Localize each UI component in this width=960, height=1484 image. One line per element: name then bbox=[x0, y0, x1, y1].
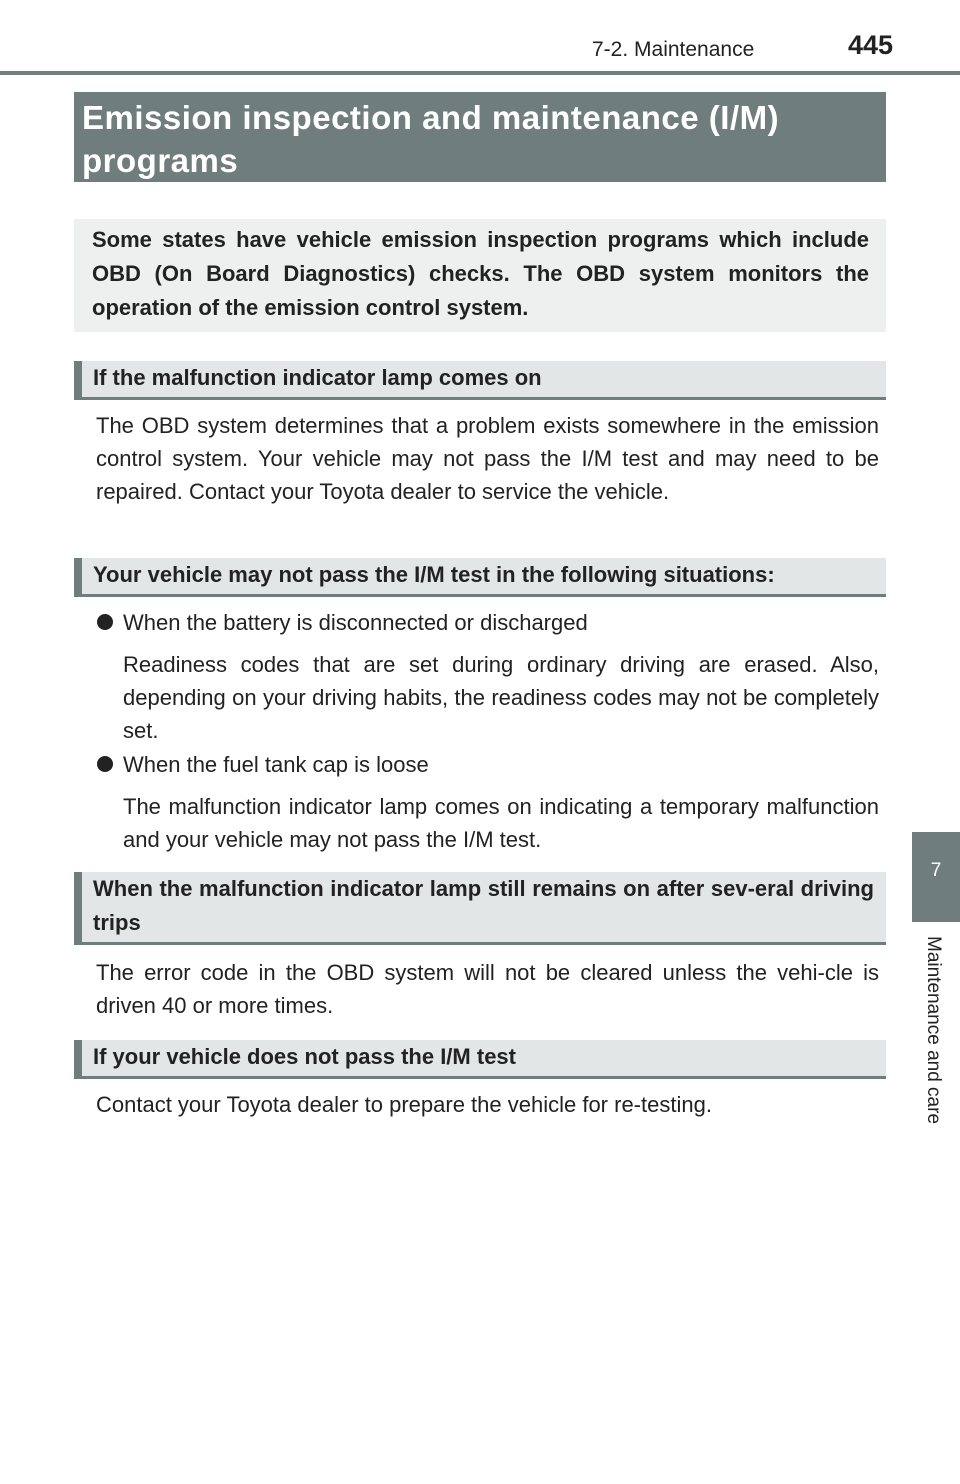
header-rule bbox=[0, 71, 960, 75]
chapter-tab bbox=[912, 832, 960, 922]
chapter-side-label bbox=[922, 936, 946, 1166]
subheading-bar bbox=[74, 872, 82, 945]
intro-text: Some states have vehicle emission inspection programs which include OBD (On Board Diagnostics) checks. The OBD system monitors the operation of the emission control system. bbox=[92, 227, 869, 320]
subheading-text: When the malfunction indicator lamp still remains on after sev-eral driving trips bbox=[93, 876, 874, 935]
subheading-bar bbox=[74, 361, 82, 400]
subheading-text: Your vehicle may not pass the I/M test in the following situations: bbox=[93, 562, 775, 587]
bullet-body: The malfunction indicator lamp comes on indicating a temporary malfunction and your vehicle may not pass the I/M test. bbox=[123, 794, 879, 852]
page-title: Emission inspection and maintenance (I/M) programs bbox=[82, 99, 780, 179]
subheading-malfunction-lamp-on bbox=[74, 361, 886, 400]
chapter-number: 7 bbox=[930, 860, 942, 881]
section-body: Contact your Toyota dealer to prepare the vehicle for re-testing. bbox=[96, 1092, 712, 1117]
section-body: The OBD system determines that a problem exists somewhere in the emission control system. Your vehicle may not pass the I/M test and may need to be repaired. Contact your Toyota dealer to service the vehicle. bbox=[96, 413, 879, 504]
subheading-bar bbox=[74, 558, 82, 597]
subheading-lamp-remains-on bbox=[74, 872, 886, 945]
subheading-text: If your vehicle does not pass the I/M test bbox=[93, 1044, 516, 1069]
subheading-bar bbox=[74, 1040, 82, 1079]
bullet-title: When the fuel tank cap is loose bbox=[123, 752, 429, 777]
intro-box bbox=[74, 219, 886, 332]
bullet-body: Readiness codes that are set during ordinary driving are erased. Also, depending on your driving habits, the readiness codes may not be completely set. bbox=[123, 652, 879, 743]
title-banner bbox=[74, 92, 886, 182]
section-body: The error code in the OBD system will not be cleared unless the vehi-cle is driven 40 or more times. bbox=[96, 960, 879, 1018]
page-header bbox=[0, 0, 960, 76]
page-number: 445 bbox=[848, 30, 894, 60]
subheading-text: If the malfunction indicator lamp comes on bbox=[93, 365, 542, 390]
chapter-title: Maintenance and care bbox=[923, 936, 944, 1125]
bullet-icon bbox=[97, 614, 113, 630]
section-label: 7-2. Maintenance bbox=[592, 38, 755, 61]
bullet-icon bbox=[97, 756, 113, 772]
subheading-does-not-pass bbox=[74, 1040, 886, 1079]
subheading-may-not-pass bbox=[74, 558, 886, 597]
bullet-title: When the battery is disconnected or discharged bbox=[123, 610, 588, 635]
